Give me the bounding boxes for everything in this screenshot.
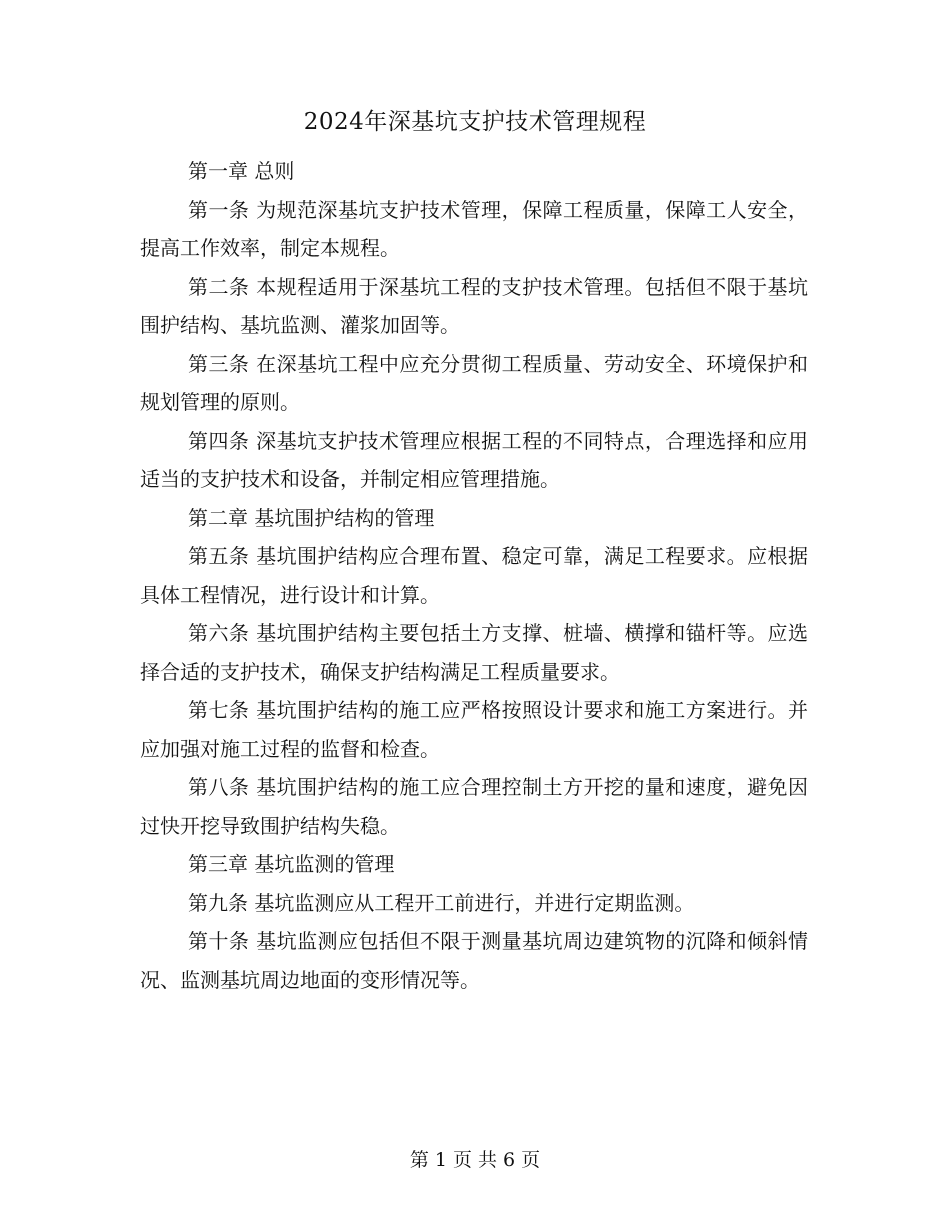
article-8: 第八条 基坑围护结构的施工应合理控制土方开挖的量和速度，避免因过快开挖导致围护结构失稳。: [140, 775, 808, 838]
article-3: 第三条 在深基坑工程中应充分贯彻工程质量、劳动安全、环境保护和规划管理的原则。: [140, 351, 808, 414]
article-2: 第二条 本规程适用于深基坑工程的支护技术管理。包括但不限于基坑围护结构、基坑监测、灌浆加固等。: [140, 274, 808, 337]
article-7: 第七条 基坑围护结构的施工应严格按照设计要求和施工方案进行。并应加强对施工过程的监督和检查。: [140, 698, 808, 761]
document-body: [140, 152, 808, 999]
chapter-heading-3: 第三章 基坑监测的管理: [188, 852, 395, 876]
article-9: 第九条 基坑监测应从工程开工前进行，并进行定期监测。: [188, 890, 695, 915]
chapter-heading-2: 第二章 基坑围护结构的管理: [188, 505, 435, 530]
page-number-footer: 第 1 页 共 6 页: [409, 1149, 541, 1171]
document-title: 2024年深基坑支护技术管理规程: [303, 109, 647, 135]
article-6: 第六条 基坑围护结构主要包括土方支撑、桩墙、横撑和锚杆等。应选择合适的支护技术，确保支护结构满足工程质量要求。: [140, 621, 808, 684]
article-10: 第十条 基坑监测应包括但不限于测量基坑周边建筑物的沉降和倾斜情况、监测基坑周边地面的变形情况等。: [140, 929, 808, 992]
article-4: 第四条 深基坑支护技术管理应根据工程的不同特点，合理选择和应用适当的支护技术和设备，并制定相应管理措施。: [140, 428, 808, 491]
article-5: 第五条 基坑围护结构应合理布置、稳定可靠，满足工程要求。应根据具体工程情况，进行设计和计算。: [140, 544, 808, 607]
chapter-heading-1: 第一章 总则: [188, 159, 295, 183]
article-1: 第一条 为规范深基坑支护技术管理，保障工程质量，保障工人安全，提高工作效率，制定本规程。: [140, 197, 808, 260]
